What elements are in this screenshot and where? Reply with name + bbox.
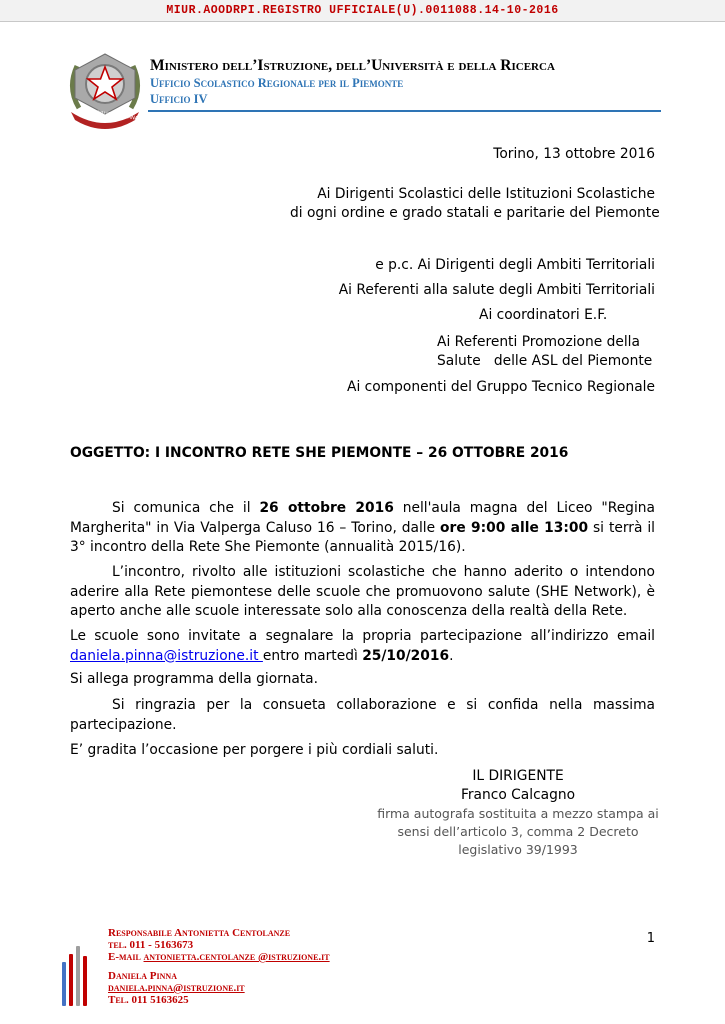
footer-tel-2: Tel. 011 5163625 <box>108 994 189 1006</box>
place-date: Torino, 13 ottobre 2016 <box>493 146 655 162</box>
cc-line-1: e p.c. Ai Dirigenti degli Ambiti Territoriali <box>375 257 655 273</box>
regional-office: Ufficio Scolastico Regionale per il Piemonte <box>150 76 404 90</box>
header-divider <box>148 110 661 112</box>
recipient-line-1: Ai Dirigenti Scolastici delle Istituzioni Scolastiche <box>317 186 655 202</box>
cc-line-4b: Salute delle ASL del Piemonte <box>437 353 653 369</box>
subject-line: OGGETTO: I INCONTRO RETE SHE PIEMONTE – 26 OTTOBRE 2016 <box>70 445 569 461</box>
footer-email-2-link[interactable]: daniela.pinna@istruzione.it <box>108 982 245 994</box>
paragraph-4: Si allega programma della giornata. <box>70 671 319 687</box>
page-number: 1 <box>646 931 655 946</box>
signature-note-1: firma autografa sostituita a mezzo stampa ai <box>377 806 659 821</box>
cc-line-3: Ai coordinatori E.F. <box>479 307 608 323</box>
paragraph-5: Si ringrazia per la consueta collaborazione e si confida nella massima partecipazione. <box>70 697 655 733</box>
ministry-name: Ministero dell’Istruzione, dell’Università e della Ricerca <box>150 57 555 74</box>
emblem-text: REPUBBLICA ITALIANA <box>82 108 139 122</box>
signature-name: Franco Calcagno <box>460 787 576 803</box>
paragraph-1: Si comunica che il 26 ottobre 2016 nell'aula magna del Liceo "Regina Margherita" in Via Valperga Caluso 16 – Torino, dalle ore 9:00 alle 13:00 si terrà il 3° incontro della Rete She Piemonte (annualità 2015/16). <box>70 500 655 555</box>
recipient-line-2: di ogni ordine e grado statali e paritarie del Piemonte <box>290 205 660 221</box>
footer-bars-icon <box>62 946 102 1006</box>
contact-email-link[interactable]: daniela.pinna@istruzione.it <box>70 647 263 664</box>
italian-republic-emblem-icon <box>65 48 145 130</box>
cc-line-5: Ai componenti del Gruppo Tecnico Regionale <box>347 379 655 395</box>
office-unit: Ufficio IV <box>150 92 208 106</box>
protocol-stamp: MIUR.AOODRPI.REGISTRO UFFICIALE(U).0011088.14-10-2016 <box>0 0 725 22</box>
footer-email-1: E-mail antonietta.centolanze @istruzione.it <box>108 951 330 963</box>
footer-tel-1: tel. 011 - 5163673 <box>108 939 194 951</box>
footer-email-2 <box>108 982 245 994</box>
paragraph-2: L’incontro, rivolto alle istituzioni scolastiche che hanno aderito o intendono aderire alla Rete piemontese delle scuole che promuovono salute (SHE Network), è aperto anche alle scuole interessate solo alla conoscenza della realtà della Rete. <box>70 564 655 619</box>
signature-role: IL DIRIGENTE <box>472 768 564 784</box>
paragraph-6: E’ gradita l’occasione per porgere i più cordiali saluti. <box>70 742 439 758</box>
paragraph-3: Le scuole sono invitate a segnalare la propria partecipazione all’indirizzo email daniela.pinna@istruzione.it entro martedì 25/10/2016. <box>70 628 655 664</box>
footer-email-1-link[interactable]: antonietta.centolanze @istruzione.it <box>143 951 330 963</box>
signature-note-2: sensi dell’articolo 3, comma 2 Decreto <box>397 824 639 839</box>
footer-responsabile: Responsabile Antonietta Centolanze <box>108 927 291 939</box>
signature-note-3: legislativo 39/1993 <box>458 842 578 857</box>
footer-name-2: Daniela Pinna <box>108 970 177 982</box>
cc-line-2: Ai Referenti alla salute degli Ambiti Territoriali <box>338 282 655 298</box>
cc-line-4a: Ai Referenti Promozione della <box>437 334 640 350</box>
